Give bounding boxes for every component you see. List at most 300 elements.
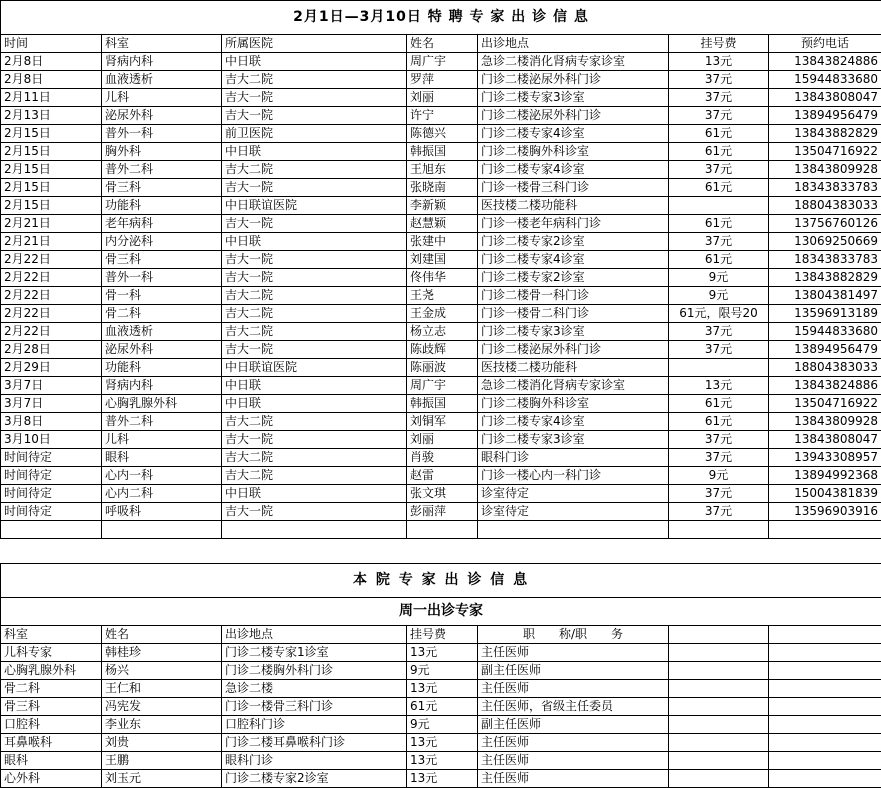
cell-department: 儿科	[102, 431, 222, 449]
cell-location: 眼科门诊	[222, 752, 407, 770]
cell-department: 心胸乳腺外科	[1, 662, 102, 680]
cell-fee	[669, 359, 769, 377]
cell-title: 副主任医师	[478, 662, 669, 680]
cell-doctor: 张建中	[407, 233, 478, 251]
cell-doctor: 杨立志	[407, 323, 478, 341]
cell-date: 2月22日	[1, 269, 102, 287]
cell-hospital: 吉大一院	[222, 251, 407, 269]
cell-department: 胸外科	[102, 143, 222, 161]
table-row	[1, 341, 881, 359]
cell-title: 主任医师	[478, 770, 669, 788]
cell-phone: 18804383033	[769, 197, 881, 215]
cell-location: 门诊二楼泌尿外科门诊	[478, 107, 669, 125]
cell-doctor: 肖骏	[407, 449, 478, 467]
table-row	[1, 305, 881, 323]
cell-empty	[769, 770, 881, 788]
cell-fee: 13元	[407, 734, 478, 752]
cell-doctor: 李业东	[102, 716, 222, 734]
cell-doctor: 佟伟华	[407, 269, 478, 287]
blank-cell	[769, 521, 881, 539]
gap-cell	[1, 539, 881, 564]
cell-fee: 13元	[669, 53, 769, 71]
cell-phone: 13843882829	[769, 269, 881, 287]
cell-location: 门诊二楼专家4诊室	[478, 161, 669, 179]
header-doctor: 姓名	[102, 626, 222, 644]
cell-hospital: 吉大二院	[222, 467, 407, 485]
cell-date: 2月21日	[1, 215, 102, 233]
blank-row	[1, 521, 881, 539]
cell-empty	[769, 698, 881, 716]
cell-doctor: 陈歧辉	[407, 341, 478, 359]
cell-location: 门诊二楼泌尿外科门诊	[478, 71, 669, 89]
cell-title: 主任医师	[478, 752, 669, 770]
cell-doctor: 刘丽	[407, 89, 478, 107]
cell-department: 血液透析	[102, 323, 222, 341]
cell-empty	[669, 644, 769, 662]
cell-department: 泌尿外科	[102, 341, 222, 359]
cell-department: 普外一科	[102, 269, 222, 287]
cell-location: 门诊二楼耳鼻喉科门诊	[222, 734, 407, 752]
table-row	[1, 644, 881, 662]
cell-location: 门诊二楼专家3诊室	[478, 89, 669, 107]
cell-phone: 13843808047	[769, 89, 881, 107]
cell-empty	[669, 770, 769, 788]
blank-cell	[669, 521, 769, 539]
cell-fee: 37元	[669, 71, 769, 89]
cell-phone: 13894956479	[769, 107, 881, 125]
cell-department: 口腔科	[1, 716, 102, 734]
cell-title: 主任医师	[478, 680, 669, 698]
cell-date: 2月11日	[1, 89, 102, 107]
cell-location: 医技楼二楼功能科	[478, 359, 669, 377]
cell-department: 骨一科	[102, 287, 222, 305]
table-row	[1, 503, 881, 521]
cell-hospital: 吉大一院	[222, 107, 407, 125]
cell-hospital: 吉大一院	[222, 503, 407, 521]
table-row	[1, 143, 881, 161]
cell-phone: 18343833783	[769, 251, 881, 269]
cell-phone: 15944833680	[769, 71, 881, 89]
cell-date: 2月29日	[1, 359, 102, 377]
cell-phone: 18804383033	[769, 359, 881, 377]
cell-location: 门诊二楼专家4诊室	[478, 251, 669, 269]
cell-phone: 13894956479	[769, 341, 881, 359]
table-row	[1, 197, 881, 215]
table-row	[1, 71, 881, 89]
cell-doctor: 韩振国	[407, 395, 478, 413]
cell-doctor: 王鹏	[102, 752, 222, 770]
local-section-title: 本 院 专 家 出 诊 信 息	[1, 564, 881, 598]
cell-fee: 13元	[407, 644, 478, 662]
table-row	[1, 395, 881, 413]
cell-doctor: 刘建国	[407, 251, 478, 269]
cell-hospital: 吉大二院	[222, 413, 407, 431]
cell-phone: 15944833680	[769, 323, 881, 341]
cell-location: 急诊二楼消化肾病专家诊室	[478, 377, 669, 395]
cell-hospital: 中日联谊医院	[222, 197, 407, 215]
cell-doctor: 王尧	[407, 287, 478, 305]
cell-phone: 13843808047	[769, 431, 881, 449]
cell-date: 2月15日	[1, 197, 102, 215]
header-phone: 预约电话	[769, 35, 881, 53]
cell-doctor: 刘玉元	[102, 770, 222, 788]
table-row	[1, 485, 881, 503]
cell-department: 肾病内科	[102, 53, 222, 71]
cell-department: 骨三科	[102, 251, 222, 269]
cell-fee: 37元	[669, 341, 769, 359]
cell-empty	[769, 680, 881, 698]
cell-empty	[669, 734, 769, 752]
cell-location: 急诊二楼消化肾病专家诊室	[478, 53, 669, 71]
cell-department: 儿科专家	[1, 644, 102, 662]
cell-hospital: 吉大二院	[222, 323, 407, 341]
cell-fee: 61元	[669, 413, 769, 431]
monday-subtitle: 周一出诊专家	[1, 598, 881, 626]
cell-fee: 61元	[669, 251, 769, 269]
table-row	[1, 233, 881, 251]
cell-location: 诊室待定	[478, 503, 669, 521]
cell-phone: 13843809928	[769, 161, 881, 179]
cell-fee: 13元	[669, 377, 769, 395]
cell-fee: 61元，限号20	[669, 305, 769, 323]
cell-department: 血液透析	[102, 71, 222, 89]
cell-doctor: 陈德兴	[407, 125, 478, 143]
cell-phone: 13504716922	[769, 143, 881, 161]
cell-department: 老年病科	[102, 215, 222, 233]
cell-hospital: 吉大一院	[222, 215, 407, 233]
cell-title: 主任医师	[478, 734, 669, 752]
cell-hospital: 吉大一院	[222, 179, 407, 197]
cell-department: 骨二科	[102, 305, 222, 323]
table-row	[1, 734, 881, 752]
blank-cell	[222, 521, 407, 539]
table-row	[1, 413, 881, 431]
cell-location: 医技楼二楼功能科	[478, 197, 669, 215]
cell-doctor: 王金成	[407, 305, 478, 323]
cell-hospital: 中日联	[222, 485, 407, 503]
cell-fee: 37元	[669, 233, 769, 251]
cell-date: 时间待定	[1, 485, 102, 503]
cell-fee: 37元	[669, 161, 769, 179]
table-row	[1, 467, 881, 485]
cell-phone: 18343833783	[769, 179, 881, 197]
table-row	[1, 161, 881, 179]
header-hospital: 所属医院	[222, 35, 407, 53]
blank-cell	[1, 521, 102, 539]
cell-department: 心内一科	[102, 467, 222, 485]
cell-location: 门诊一楼骨三科门诊	[478, 179, 669, 197]
cell-doctor: 陈丽波	[407, 359, 478, 377]
cell-fee: 37元	[669, 107, 769, 125]
cell-doctor: 罗萍	[407, 71, 478, 89]
cell-location: 诊室待定	[478, 485, 669, 503]
cell-date: 时间待定	[1, 467, 102, 485]
cell-department: 心内二科	[102, 485, 222, 503]
cell-location: 门诊二楼胸外科诊室	[478, 395, 669, 413]
cell-doctor: 张文琪	[407, 485, 478, 503]
cell-department: 心胸乳腺外科	[102, 395, 222, 413]
cell-fee: 37元	[669, 503, 769, 521]
cell-date: 时间待定	[1, 503, 102, 521]
header-fee: 挂号费	[407, 626, 478, 644]
cell-department: 功能科	[102, 197, 222, 215]
cell-fee: 61元	[407, 698, 478, 716]
table-row	[1, 698, 881, 716]
cell-phone: 15004381839	[769, 485, 881, 503]
cell-phone: 13596913189	[769, 305, 881, 323]
table-row	[1, 251, 881, 269]
header-empty	[769, 626, 881, 644]
cell-doctor: 周广宇	[407, 377, 478, 395]
table-row	[1, 716, 881, 734]
cell-hospital: 中日联	[222, 233, 407, 251]
header-date: 时间	[1, 35, 102, 53]
local-header-row	[1, 626, 881, 644]
table-row	[1, 107, 881, 125]
header-fee: 挂号费	[669, 35, 769, 53]
blank-cell	[407, 521, 478, 539]
cell-empty	[769, 644, 881, 662]
cell-location: 门诊一楼心内一科门诊	[478, 467, 669, 485]
cell-location: 门诊二楼专家2诊室	[478, 269, 669, 287]
cell-date: 2月13日	[1, 107, 102, 125]
cell-title: 副主任医师	[478, 716, 669, 734]
cell-department: 内分泌科	[102, 233, 222, 251]
cell-fee: 37元	[669, 89, 769, 107]
cell-department: 儿科	[102, 89, 222, 107]
cell-hospital: 吉大一院	[222, 431, 407, 449]
cell-doctor: 刘贵	[102, 734, 222, 752]
cell-department: 眼科	[1, 752, 102, 770]
cell-doctor: 赵慧颖	[407, 215, 478, 233]
cell-doctor: 刘铜军	[407, 413, 478, 431]
cell-location: 门诊二楼专家3诊室	[478, 431, 669, 449]
cell-empty	[669, 716, 769, 734]
cell-phone: 13843824886	[769, 377, 881, 395]
table-row	[1, 770, 881, 788]
cell-doctor: 王旭东	[407, 161, 478, 179]
table-row	[1, 53, 881, 71]
cell-location: 急诊二楼	[222, 680, 407, 698]
cell-location: 门诊二楼骨一科门诊	[478, 287, 669, 305]
cell-department: 普外二科	[102, 161, 222, 179]
blank-cell	[102, 521, 222, 539]
cell-doctor: 彭丽萍	[407, 503, 478, 521]
cell-department: 骨三科	[102, 179, 222, 197]
cell-department: 功能科	[102, 359, 222, 377]
local-table	[0, 563, 881, 788]
cell-department: 泌尿外科	[102, 107, 222, 125]
cell-doctor: 韩振国	[407, 143, 478, 161]
cell-phone: 13843882829	[769, 125, 881, 143]
cell-empty	[669, 752, 769, 770]
header-doctor: 姓名	[407, 35, 478, 53]
cell-location: 口腔科门诊	[222, 716, 407, 734]
cell-hospital: 中日联	[222, 395, 407, 413]
cell-doctor: 冯宪发	[102, 698, 222, 716]
cell-fee: 61元	[669, 395, 769, 413]
cell-fee: 37元	[669, 323, 769, 341]
cell-location: 门诊一楼骨三科门诊	[222, 698, 407, 716]
table-row	[1, 680, 881, 698]
cell-fee: 61元	[669, 143, 769, 161]
cell-department: 耳鼻喉科	[1, 734, 102, 752]
cell-date: 2月22日	[1, 251, 102, 269]
cell-fee: 9元	[669, 287, 769, 305]
specialist-header-row	[1, 35, 881, 53]
cell-fee: 61元	[669, 215, 769, 233]
cell-location: 门诊二楼泌尿外科门诊	[478, 341, 669, 359]
cell-fee: 61元	[669, 125, 769, 143]
cell-location: 门诊二楼专家2诊室	[478, 233, 669, 251]
cell-fee: 13元	[407, 770, 478, 788]
header-empty	[669, 626, 769, 644]
cell-date: 2月15日	[1, 179, 102, 197]
cell-fee	[669, 197, 769, 215]
cell-fee: 37元	[669, 449, 769, 467]
cell-empty	[769, 752, 881, 770]
table-row	[1, 662, 881, 680]
cell-location: 门诊二楼专家1诊室	[222, 644, 407, 662]
cell-empty	[669, 680, 769, 698]
cell-doctor: 赵雷	[407, 467, 478, 485]
cell-fee: 37元	[669, 485, 769, 503]
cell-hospital: 吉大一院	[222, 269, 407, 287]
cell-empty	[669, 662, 769, 680]
table-row	[1, 125, 881, 143]
cell-phone: 13943308957	[769, 449, 881, 467]
cell-hospital: 吉大二院	[222, 71, 407, 89]
cell-location: 门诊二楼专家4诊室	[478, 125, 669, 143]
cell-fee: 37元	[669, 431, 769, 449]
table-row	[1, 89, 881, 107]
cell-title: 主任医师	[478, 644, 669, 662]
cell-date: 2月22日	[1, 323, 102, 341]
cell-empty	[669, 698, 769, 716]
cell-doctor: 杨兴	[102, 662, 222, 680]
cell-fee: 13元	[407, 752, 478, 770]
table-row	[1, 215, 881, 233]
cell-department: 骨三科	[1, 698, 102, 716]
header-department: 科室	[102, 35, 222, 53]
section-gap	[1, 539, 881, 564]
cell-department: 心外科	[1, 770, 102, 788]
table-row	[1, 377, 881, 395]
table-row	[1, 269, 881, 287]
cell-date: 3月8日	[1, 413, 102, 431]
table-row	[1, 359, 881, 377]
table-row	[1, 449, 881, 467]
cell-phone: 13069250669	[769, 233, 881, 251]
cell-date: 2月21日	[1, 233, 102, 251]
cell-doctor: 张晓南	[407, 179, 478, 197]
cell-location: 门诊一楼骨二科门诊	[478, 305, 669, 323]
header-location: 出诊地点	[222, 626, 407, 644]
cell-location: 门诊二楼专家4诊室	[478, 413, 669, 431]
cell-phone: 13596903916	[769, 503, 881, 521]
table-row	[1, 323, 881, 341]
cell-date: 2月8日	[1, 71, 102, 89]
cell-fee: 9元	[669, 269, 769, 287]
cell-date: 2月15日	[1, 143, 102, 161]
table-row	[1, 431, 881, 449]
cell-doctor: 周广宇	[407, 53, 478, 71]
cell-title: 主任医师，省级主任委员	[478, 698, 669, 716]
cell-phone: 13843824886	[769, 53, 881, 71]
cell-department: 呼吸科	[102, 503, 222, 521]
cell-phone: 13756760126	[769, 215, 881, 233]
cell-hospital: 吉大二院	[222, 449, 407, 467]
table-row	[1, 752, 881, 770]
cell-date: 2月8日	[1, 53, 102, 71]
cell-date: 2月28日	[1, 341, 102, 359]
cell-doctor: 李新颖	[407, 197, 478, 215]
cell-date: 3月7日	[1, 377, 102, 395]
cell-fee: 9元	[407, 716, 478, 734]
cell-hospital: 吉大二院	[222, 161, 407, 179]
header-title: 职 称/职 务	[478, 626, 669, 644]
cell-fee: 13元	[407, 680, 478, 698]
cell-fee: 9元	[407, 662, 478, 680]
cell-doctor: 刘丽	[407, 431, 478, 449]
table-row	[1, 287, 881, 305]
cell-hospital: 吉大一院	[222, 341, 407, 359]
cell-department: 普外二科	[102, 413, 222, 431]
cell-doctor: 王仁和	[102, 680, 222, 698]
cell-phone: 13504716922	[769, 395, 881, 413]
cell-hospital: 中日联	[222, 377, 407, 395]
cell-hospital: 吉大一院	[222, 89, 407, 107]
cell-fee: 61元	[669, 179, 769, 197]
cell-phone: 13843809928	[769, 413, 881, 431]
cell-fee: 9元	[669, 467, 769, 485]
cell-department: 肾病内科	[102, 377, 222, 395]
cell-location: 门诊二楼胸外科门诊	[222, 662, 407, 680]
cell-hospital: 中日联	[222, 53, 407, 71]
cell-location: 门诊二楼专家3诊室	[478, 323, 669, 341]
cell-hospital: 前卫医院	[222, 125, 407, 143]
cell-hospital: 吉大二院	[222, 287, 407, 305]
cell-hospital: 中日联谊医院	[222, 359, 407, 377]
cell-doctor: 韩桂珍	[102, 644, 222, 662]
table-row	[1, 179, 881, 197]
cell-doctor: 许宁	[407, 107, 478, 125]
cell-date: 2月15日	[1, 161, 102, 179]
cell-empty	[769, 662, 881, 680]
cell-date: 3月10日	[1, 431, 102, 449]
cell-department: 普外一科	[102, 125, 222, 143]
cell-department: 骨二科	[1, 680, 102, 698]
cell-hospital: 吉大二院	[222, 305, 407, 323]
cell-location: 门诊一楼老年病科门诊	[478, 215, 669, 233]
cell-department: 眼科	[102, 449, 222, 467]
cell-phone: 13804381497	[769, 287, 881, 305]
cell-date: 2月22日	[1, 287, 102, 305]
cell-location: 眼科门诊	[478, 449, 669, 467]
cell-location: 门诊二楼专家2诊室	[222, 770, 407, 788]
cell-date: 2月22日	[1, 305, 102, 323]
cell-empty	[769, 734, 881, 752]
cell-phone: 13894992368	[769, 467, 881, 485]
cell-hospital: 中日联	[222, 143, 407, 161]
cell-empty	[769, 716, 881, 734]
header-department: 科室	[1, 626, 102, 644]
page-title: 2月1日—3月10日 特 聘 专 家 出 诊 信 息	[1, 1, 881, 35]
header-location: 出诊地点	[478, 35, 669, 53]
cell-date: 时间待定	[1, 449, 102, 467]
blank-cell	[478, 521, 669, 539]
cell-date: 2月15日	[1, 125, 102, 143]
